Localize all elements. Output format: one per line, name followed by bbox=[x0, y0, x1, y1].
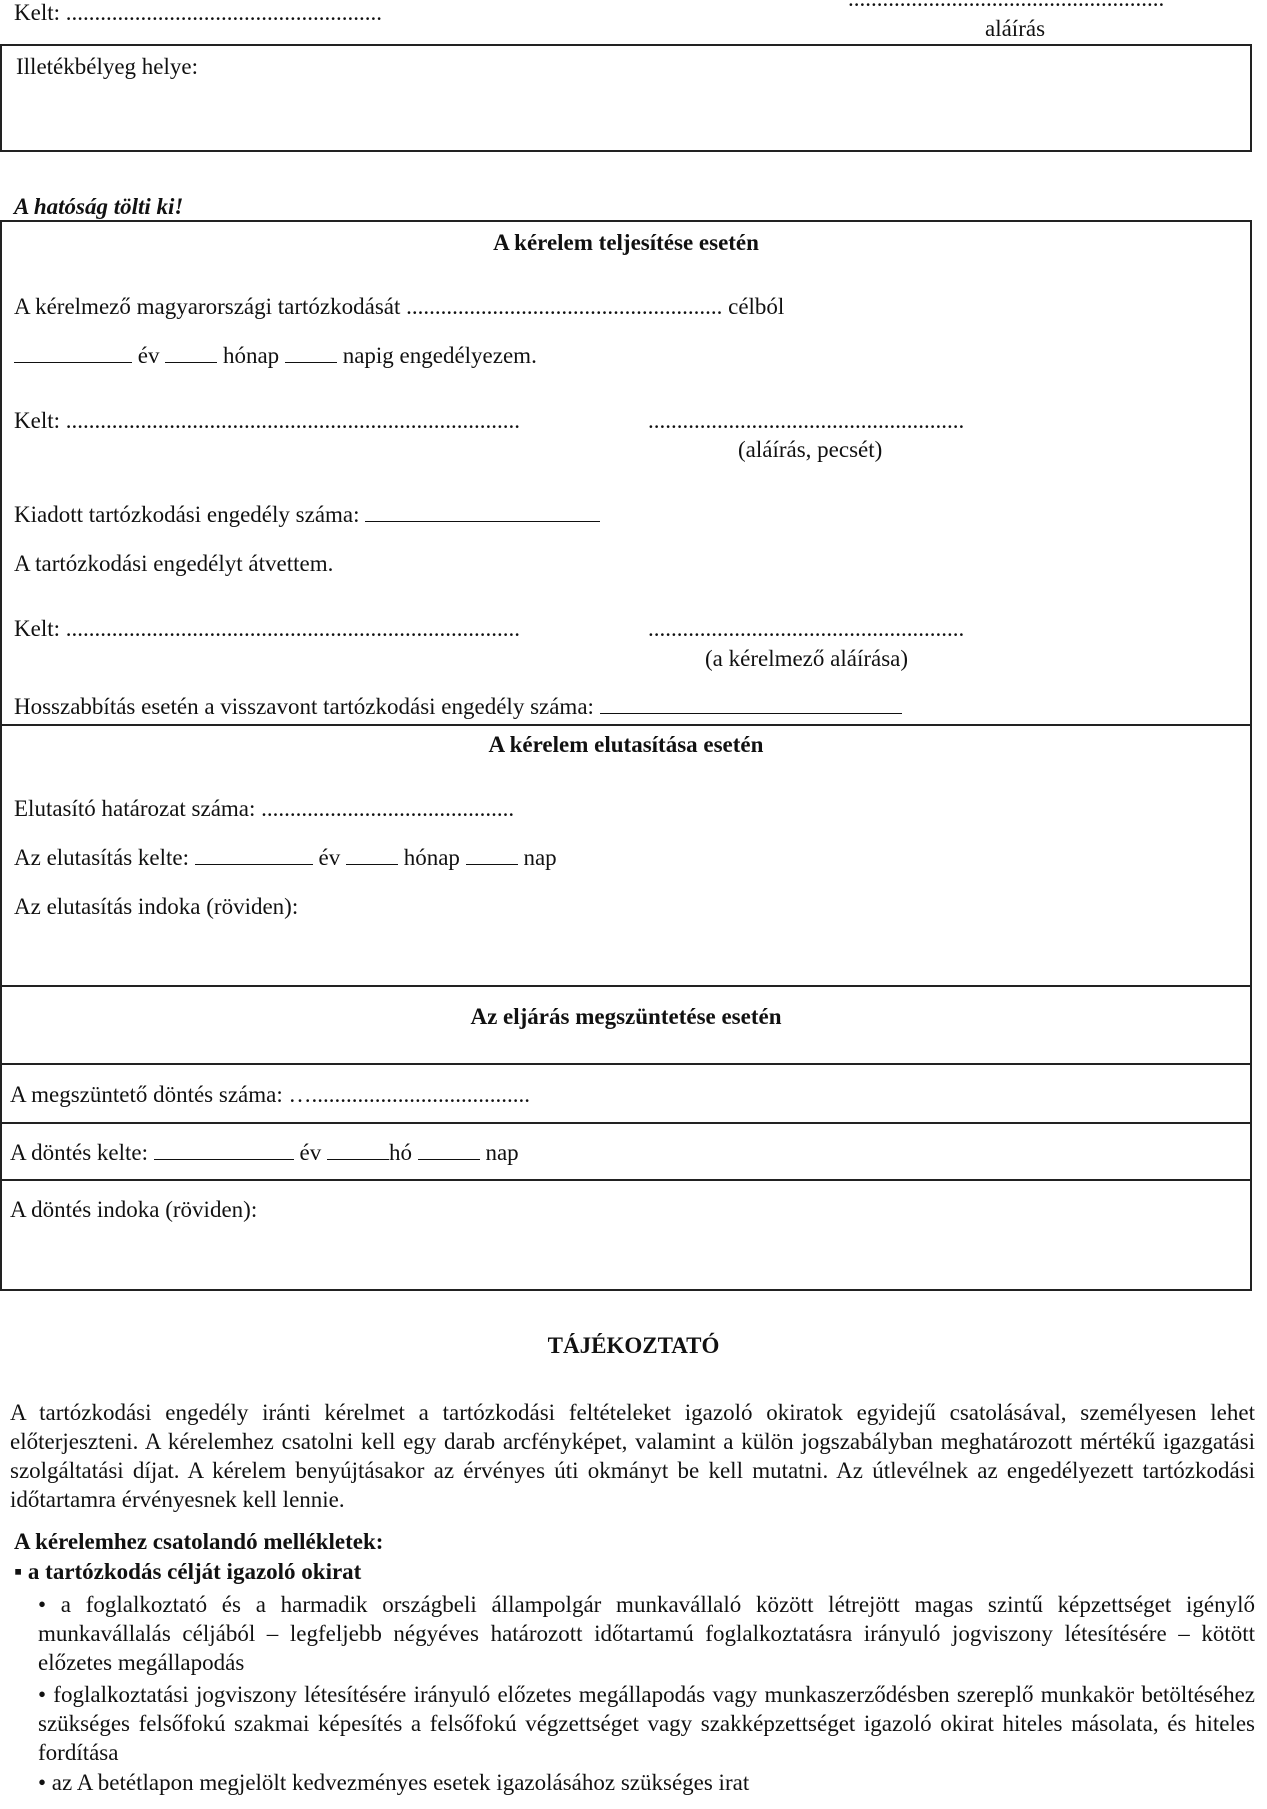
termination-title: Az eljárás megszüntetése esetén bbox=[470, 1004, 782, 1029]
termination-year-field[interactable] bbox=[154, 1141, 294, 1160]
rejection-decision-number[interactable]: Elutasító határozat száma: ............................................ bbox=[14, 796, 515, 821]
days-field[interactable] bbox=[285, 344, 337, 363]
termination-month-field[interactable] bbox=[327, 1141, 389, 1160]
rejection-month-label: hónap bbox=[403, 845, 460, 870]
rejection-date-line bbox=[14, 845, 557, 871]
termination-date-line bbox=[10, 1140, 519, 1166]
rejection-month-field[interactable] bbox=[346, 846, 398, 865]
authority-note: A hatóság tölti ki! bbox=[14, 194, 184, 219]
termination-decision-number[interactable]: A megszüntető döntés száma: …...................................... bbox=[10, 1082, 530, 1107]
years-field[interactable] bbox=[14, 344, 132, 363]
divider bbox=[0, 724, 1252, 726]
attachment-item: ▪ a tartózkodás célját igazoló okirat bbox=[14, 1559, 362, 1584]
duration-line bbox=[14, 343, 537, 369]
attachment-subitem: • a foglalkoztató és a harmadik országbeli állampolgár munkavállaló között létrejött magas szintű képzettséget igénylő munkavállalás céljából – legfeljebb négyéves határozott időtartamú foglalkoztatásra irányuló jogviszony létesítésére – kötött előzetes megállapodás bbox=[38, 1592, 1255, 1675]
rejection-date-label: Az elutasítás kelte: bbox=[14, 845, 189, 870]
stamp-box-label: Illetékbélyeg helye: bbox=[16, 54, 199, 79]
divider bbox=[0, 1179, 1252, 1181]
divider bbox=[0, 1122, 1252, 1124]
kelt-line-received[interactable]: Kelt: ............................................................................... bbox=[14, 616, 520, 641]
rejection-day-field[interactable] bbox=[466, 846, 518, 865]
years-label: év bbox=[137, 343, 160, 368]
permit-number-field[interactable] bbox=[365, 503, 600, 522]
extension-line bbox=[14, 694, 902, 720]
rejection-year-field[interactable] bbox=[195, 846, 313, 865]
signature-stamp-label: (aláírás, pecsét) bbox=[738, 437, 883, 462]
rejection-year-label: év bbox=[318, 845, 341, 870]
months-label: hónap bbox=[222, 343, 280, 368]
received-statement: A tartózkodási engedélyt átvettem. bbox=[14, 551, 334, 576]
kelt-line[interactable]: Kelt: ....................................................... bbox=[14, 0, 382, 25]
permit-number-label: Kiadott tartózkodási engedély száma: bbox=[14, 502, 360, 527]
attachment-subitem: • az A betétlapon megjelölt kedvezményes esetek igazolásához szükséges irat bbox=[38, 1770, 750, 1795]
stamp-box bbox=[0, 44, 1252, 152]
termination-month-label: hó bbox=[388, 1140, 412, 1165]
rejection-title: A kérelem elutasítása esetén bbox=[488, 732, 764, 757]
divider bbox=[0, 1063, 1252, 1065]
signature-dots[interactable] bbox=[848, 0, 1164, 12]
termination-day-label: nap bbox=[485, 1140, 519, 1165]
extension-number-field[interactable] bbox=[600, 695, 902, 714]
attachments-title: A kérelemhez csatolandó mellékletek: bbox=[14, 1529, 384, 1554]
rejection-reason-label[interactable]: Az elutasítás indoka (röviden): bbox=[14, 894, 299, 919]
termination-date-label: A döntés kelte: bbox=[10, 1140, 148, 1165]
permit-number-line bbox=[14, 502, 600, 528]
signature-label: aláírás bbox=[985, 16, 1046, 41]
signature-dots-approval[interactable]: ....................................................... bbox=[648, 408, 965, 433]
kelt-line-approval[interactable]: Kelt: ............................................................................... bbox=[14, 408, 520, 433]
divider bbox=[0, 985, 1252, 987]
termination-day-field[interactable] bbox=[418, 1141, 480, 1160]
termination-reason-label[interactable]: A döntés indoka (röviden): bbox=[10, 1197, 258, 1222]
applicant-signature-label: (a kérelmező aláírása) bbox=[705, 646, 909, 671]
approval-title: A kérelem teljesítése esetén bbox=[493, 230, 759, 255]
signature-dots-applicant[interactable]: ....................................................... bbox=[648, 616, 965, 641]
info-paragraph: A tartózkodási engedély iránti kérelmet a tartózkodási feltételeket igazoló okiratok egyidejű csatolásával, személyesen lehet előterjeszteni. A kérelemhez csatolni kell egy darab arcfényképet, valamint a külön jogszabályban meghatározott mértékű igazgatási szolgáltatási díjat. A kérelem benyújtásakor az érvényes úti okmányt be kell mutatni. Az útlevélnek az engedélyezett tartózkodási időtartamra érvényesnek kell lennie. bbox=[10, 1400, 1255, 1512]
extension-label: Hosszabbítás esetén a visszavont tartózkodási engedély száma: bbox=[14, 694, 594, 719]
termination-year-label: év bbox=[299, 1140, 322, 1165]
rejection-day-label: nap bbox=[523, 845, 557, 870]
months-field[interactable] bbox=[165, 344, 217, 363]
attachment-subitem: • foglalkoztatási jogviszony létesítésére irányuló előzetes megállapodás vagy munkaszerződésben szereplő munkakör betöltéséhez szükséges felsőfokú szakmai képesítés a felsőfokú végzettséget vagy szakképzettséget igazoló okirat hiteles másolata, és hiteles fordítása bbox=[38, 1682, 1255, 1765]
info-title: TÁJÉKOZTATÓ bbox=[547, 1333, 720, 1358]
purpose-line[interactable]: A kérelmező magyarországi tartózkodását ....................................................... célból bbox=[14, 294, 785, 319]
days-label: napig engedélyezem. bbox=[342, 343, 537, 368]
